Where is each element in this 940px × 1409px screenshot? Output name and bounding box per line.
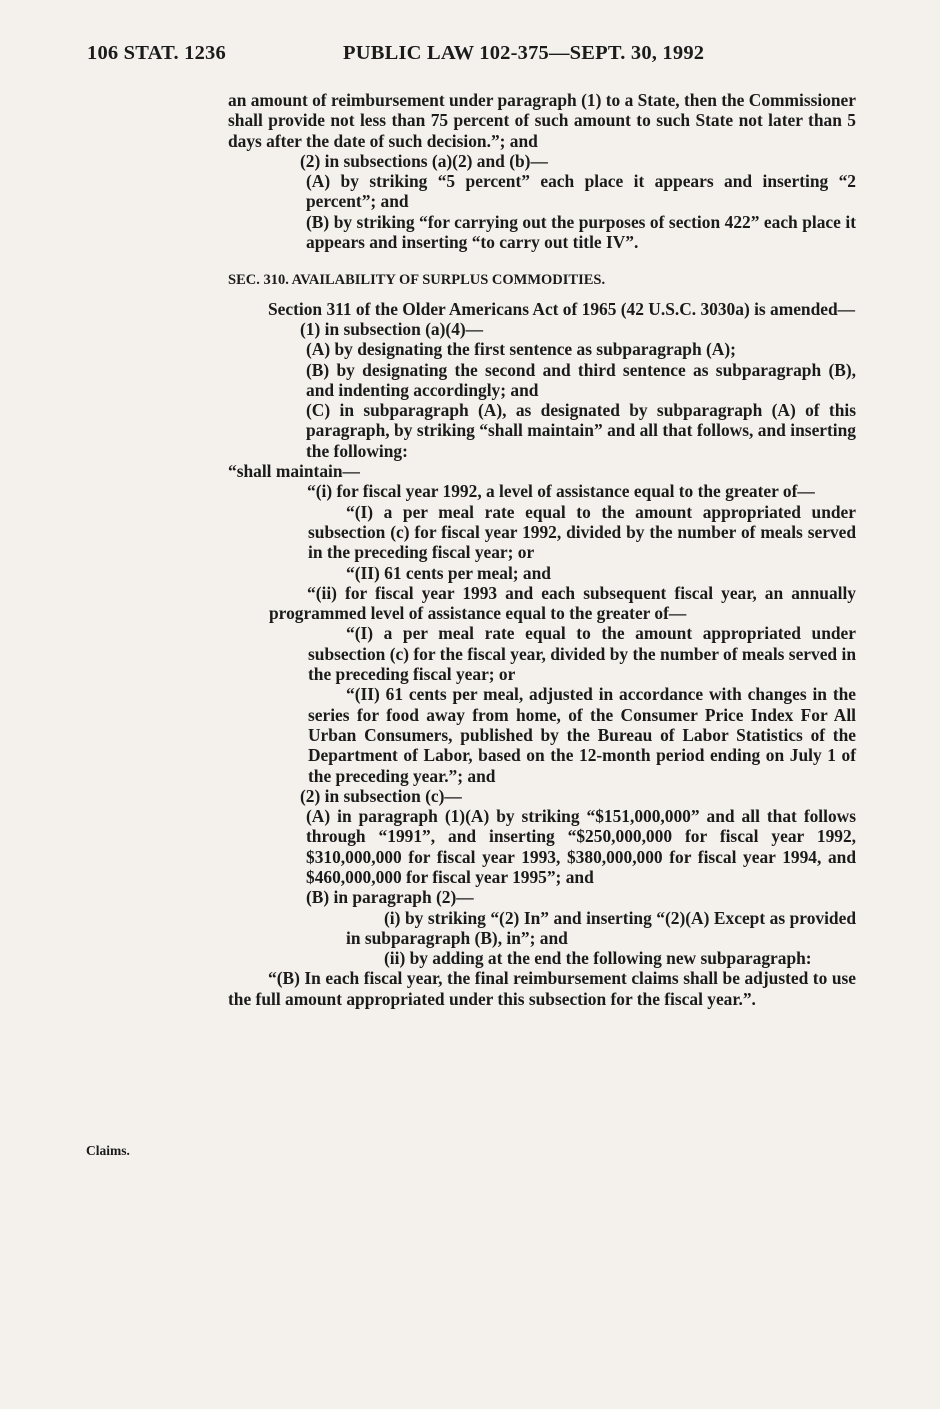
paragraph-continuation: an amount of reimbursement under paragraph (1) to a State, then the Commissioner shall provide not less than 75 percent of such amount to such State not later than 5 days after the date of such decision.”; and	[228, 90, 856, 151]
page-header	[87, 42, 787, 72]
paragraph-quoted-lead: “shall maintain—	[228, 461, 360, 482]
section-heading: SEC. 310. AVAILABILITY OF SURPLUS COMMODITIES.	[228, 272, 606, 289]
stat-reference: 106 STAT. 1236	[87, 42, 226, 64]
paragraph-quoted-I: “(I) a per meal rate equal to the amount appropriated under subsection (c) for fiscal year 1992, divided by the number of meals served in the preceding fiscal year; or	[308, 501, 856, 563]
margin-note-claims: Claims.	[86, 1143, 130, 1158]
paragraph-quoted-subparagraph-b: “(B) In each fiscal year, the final reimbursement claims shall be adjusted to use the full amount appropriated under this subsection for the fiscal year.”.	[228, 968, 856, 1009]
paragraph-subsection-1: (1) in subsection (a)(4)—	[300, 318, 484, 339]
paragraph-clause-b: (B) in paragraph (2)—	[306, 887, 474, 908]
paragraph-clause-a: (A) by designating the first sentence as subparagraph (A);	[306, 339, 736, 360]
statute-body	[228, 90, 856, 1009]
paragraph-quoted-I: “(I) a per meal rate equal to the amount appropriated under subsection (c) for the fiscal year, divided by the number of meals served in the preceding fiscal year; or	[308, 623, 856, 685]
paragraph-section-lead: Section 311 of the Older Americans Act of 1965 (42 U.S.C. 3030a) is amended—	[268, 298, 856, 319]
paragraph-quoted-ii: “(ii) for fiscal year 1993 and each subsequent fiscal year, an annually programmed level of assistance equal to the greater of—	[269, 582, 856, 624]
paragraph-quoted-i: “(i) for fiscal year 1992, a level of assistance equal to the greater of—	[307, 481, 815, 502]
public-law-title: PUBLIC LAW 102-375—SEPT. 30, 1992	[343, 42, 705, 64]
paragraph-subsection-2: (2) in subsections (a)(2) and (b)—	[300, 150, 548, 171]
paragraph-clause-a: (A) by striking “5 percent” each place it appears and inserting “2 percent”; and	[306, 171, 856, 212]
paragraph-quoted-II: “(II) 61 cents per meal; and	[346, 562, 551, 583]
paragraph-clause-c: (C) in subparagraph (A), as designated by subparagraph (A) of this paragraph, by striking “shall maintain” and all that follows, and inserting the following:	[306, 400, 856, 461]
paragraph-clause-b: (B) by designating the second and third sentence as subparagraph (B), and indenting accordingly; and	[306, 359, 856, 400]
paragraph-subsection-2: (2) in subsection (c)—	[300, 785, 462, 806]
paragraph-clause-a: (A) in paragraph (1)(A) by striking “$151,000,000” and all that follows through “1991”, and inserting “$250,000,000 for fiscal year 1992, $310,000,000 for fiscal year 1993, $380,000,000 for fiscal year 1994, and $460,000,000 for fiscal year 1995”; and	[306, 806, 856, 887]
paragraph-item-i: (i) by striking “(2) In” and inserting “(2)(A) Except as provided in subparagraph (B), in”; and	[346, 907, 856, 948]
paragraph-item-ii: (ii) by adding at the end the following new subparagraph:	[384, 948, 812, 969]
paragraph-quoted-II: “(II) 61 cents per meal, adjusted in accordance with changes in the series for food away from home, of the Consumer Price Index For All Urban Consumers, published by the Bureau of Labor Statistics of the Department of Labor, based on the 12-month period ending on July 1 of the preceding year.”; and	[308, 684, 856, 786]
paragraph-clause-b: (B) by striking “for carrying out the purposes of section 422” each place it appears and inserting “to carry out title IV”.	[306, 211, 856, 253]
